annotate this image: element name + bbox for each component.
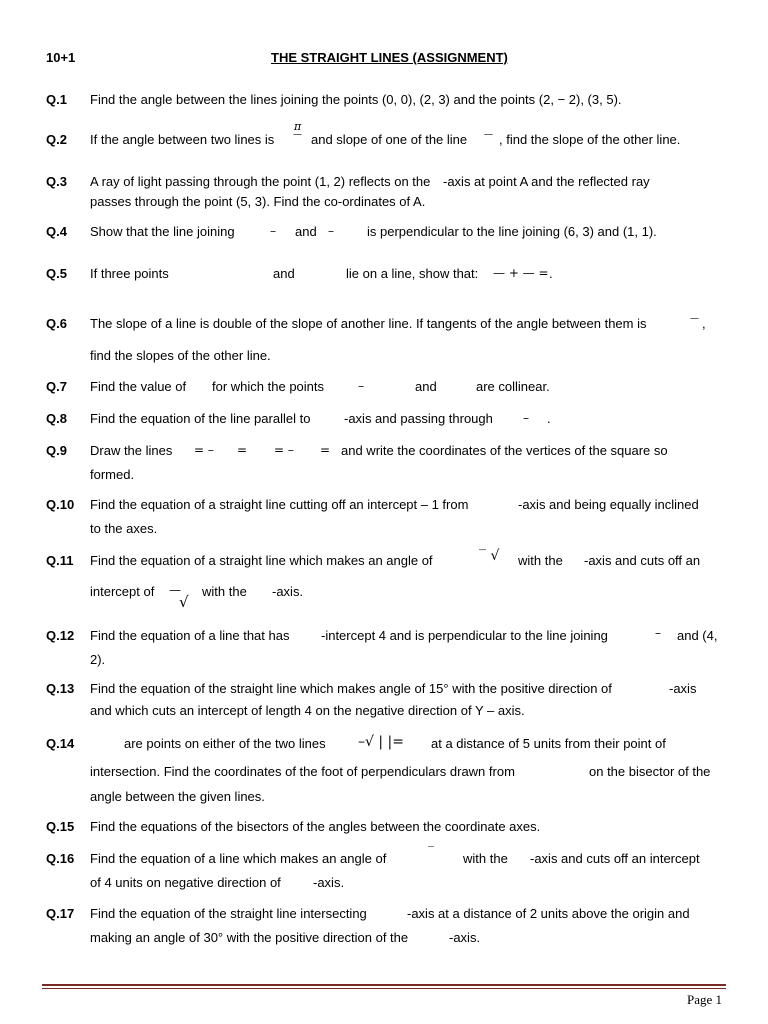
footer-rule: [42, 984, 726, 986]
question-text: -axis at a distance of 2 units above the origin and: [407, 906, 690, 921]
minus-sign: –: [358, 379, 364, 393]
minus-sign: –: [328, 224, 334, 238]
question-text: -axis and passing through: [344, 411, 493, 426]
question-text: with the: [518, 553, 563, 568]
question-text: -axis.: [313, 875, 345, 890]
equation-symbols: =: [320, 443, 331, 457]
question-number: Q.3: [46, 174, 67, 189]
question-text: ,: [702, 316, 706, 331]
question-text: is perpendicular to the line joining (6, 3) and (1, 1).: [367, 224, 657, 239]
question-text: angle between the given lines.: [90, 789, 265, 804]
fraction-bar: —: [484, 130, 493, 140]
question-text: of 4 units on negative direction of: [90, 875, 281, 890]
question-text: for which the points: [212, 379, 325, 394]
question-text: -axis.: [449, 930, 481, 945]
question-text: making an angle of 30° with the positive direction of the: [90, 930, 409, 945]
overline-symbol: ‾: [428, 844, 434, 858]
question-text: formed.: [90, 467, 135, 482]
minus-sign: –: [270, 224, 276, 238]
question-number: Q.6: [46, 316, 67, 331]
question-text: lie on a line, show that:: [346, 266, 479, 281]
question-text: and (4,: [677, 628, 718, 643]
question-number: Q.17: [46, 906, 75, 921]
question-text: passes through the point (5, 3). Find the co-ordinates of A.: [90, 194, 426, 209]
question-text: find the slopes of the other line.: [90, 348, 271, 363]
question-number: Q.7: [46, 379, 67, 394]
question-number: Q.4: [46, 224, 67, 239]
question-number: Q.1: [46, 92, 67, 107]
equation-symbols: = –: [274, 443, 294, 457]
class-label: 10+1: [46, 50, 76, 65]
question-number: Q.12: [46, 628, 75, 643]
question-number: Q.13: [46, 681, 75, 696]
sqrt-symbol: √: [179, 593, 189, 611]
pi-symbol: π: [294, 120, 302, 133]
equation-symbols: –√ | |=: [358, 734, 404, 750]
question-text: at a distance of 5 units from their point of: [431, 736, 666, 751]
question-number: Q.15: [46, 819, 75, 834]
question-number: Q.2: [46, 132, 67, 147]
question-text: with the: [202, 584, 247, 599]
question-text: Show that the line joining: [90, 224, 235, 239]
angle-expression: ‾ √: [479, 548, 500, 564]
question-number: Q.8: [46, 411, 67, 426]
question-text: If the angle between two lines is: [90, 132, 275, 147]
footer-rule: [42, 988, 726, 989]
question-text: with the: [463, 851, 508, 866]
question-text: Draw the lines: [90, 443, 173, 458]
question-text: and write the coordinates of the vertices of the square so: [341, 443, 668, 458]
question-text: -axis.: [272, 584, 304, 599]
question-text: on the bisector of the: [589, 764, 711, 779]
question-text: 2).: [90, 652, 106, 667]
question-text: .: [549, 266, 553, 281]
question-text: Find the equation of a line which makes an angle of: [90, 851, 387, 866]
question-text: Find the value of: [90, 379, 187, 394]
question-text: -axis and cuts off an intercept: [530, 851, 700, 866]
question-text: and: [295, 224, 317, 239]
question-text: .: [547, 411, 551, 426]
question-text: intersection. Find the coordinates of the foot of perpendiculars drawn from: [90, 764, 515, 779]
question-text: If three points: [90, 266, 169, 281]
question-number: Q.11: [46, 553, 74, 568]
minus-sign: –: [655, 626, 661, 640]
question-text: -axis at point A and the reflected ray: [443, 174, 650, 189]
question-text: A ray of light passing through the point (1, 2) reflects on the: [90, 174, 431, 189]
question-text: Find the angle between the lines joining the points (0, 0), (2, 3) and the points (2, − 2), (3, 5).: [90, 92, 622, 107]
question-text: -axis: [669, 681, 697, 696]
question-text: intercept of: [90, 584, 155, 599]
question-text: Find the equation of a straight line which makes an angle of: [90, 553, 433, 568]
question-text: are collinear.: [476, 379, 550, 394]
question-text: and: [415, 379, 437, 394]
question-text: Find the equation of the straight line intersecting: [90, 906, 367, 921]
question-number: Q.5: [46, 266, 67, 281]
question-text: to the axes.: [90, 521, 158, 536]
question-number: Q.16: [46, 851, 75, 866]
question-number: Q.14: [46, 736, 75, 751]
question-number: Q.10: [46, 497, 75, 512]
question-number: Q.9: [46, 443, 67, 458]
question-text: -axis and being equally inclined: [518, 497, 699, 512]
question-text: and which cuts an intercept of length 4 on the negative direction of Y – axis.: [90, 703, 525, 718]
question-text: Find the equation of a line that has: [90, 628, 290, 643]
equation-symbols: =: [237, 443, 248, 457]
question-text: Find the equations of the bisectors of the angles between the coordinate axes.: [90, 819, 541, 834]
fraction-bar: —: [690, 314, 699, 324]
page-number: Page 1: [686, 992, 722, 1007]
minus-sign: –: [523, 411, 529, 425]
question-text: Find the equation of the straight line which makes angle of 15° with the positive direction of: [90, 681, 612, 696]
question-text: , find the slope of the other line.: [499, 132, 681, 147]
question-text: -axis and cuts off an: [584, 553, 701, 568]
question-text: Find the equation of the line parallel to: [90, 411, 311, 426]
question-text: are points on either of the two lines: [124, 736, 326, 751]
question-text: The slope of a line is double of the slope of another line. If tangents of the angle between them is: [90, 316, 647, 331]
question-text: -intercept 4 and is perpendicular to the line joining: [321, 628, 608, 643]
page-title: THE STRAIGHT LINES (ASSIGNMENT): [271, 50, 508, 65]
fraction-bar: —: [293, 130, 302, 140]
equation-symbols: = –: [194, 443, 214, 457]
fraction-bar: —: [169, 583, 181, 597]
question-text: and slope of one of the line: [311, 132, 468, 147]
question-text: Find the equation of a straight line cutting off an intercept – 1 from: [90, 497, 469, 512]
equation-symbols: — + — =: [493, 266, 549, 280]
question-text: and: [273, 266, 295, 281]
